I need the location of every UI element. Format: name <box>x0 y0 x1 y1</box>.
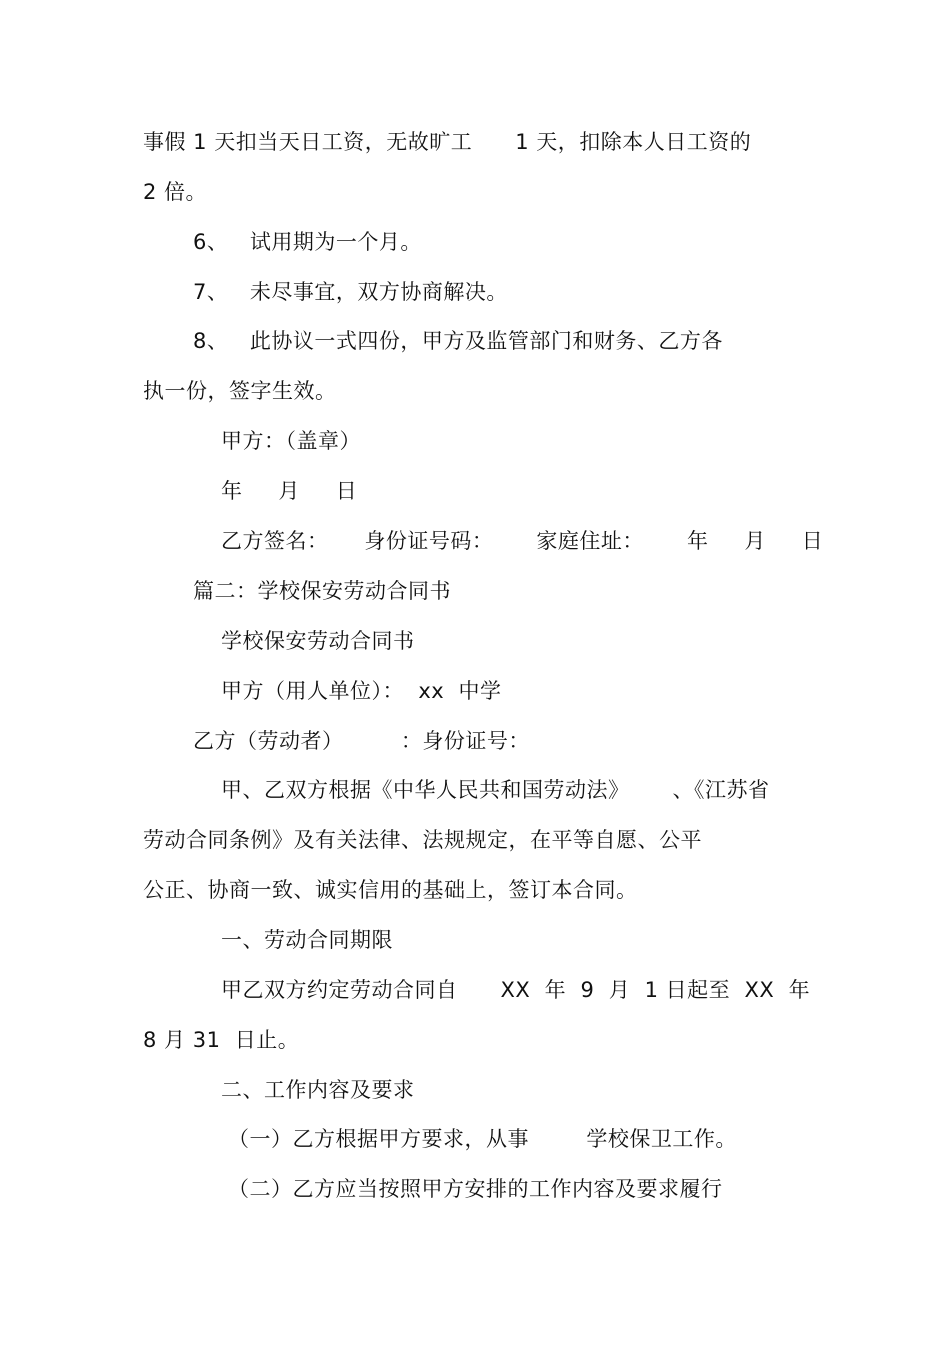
text-line-21: （一）乙方根据甲方要求，从事 学校保卫工作。 <box>228 1127 737 1151</box>
text-line-20: 二、工作内容及要求 <box>221 1078 415 1102</box>
text-line-4: 7、 未尽事宜，双方协商解决。 <box>193 280 508 304</box>
text-line-15: 劳动合同条例》及有关法律、法规规定，在平等自愿、公平 <box>143 828 702 852</box>
text-line-6: 执一份，签字生效。 <box>143 379 337 403</box>
text-line-1: 事假 1 天扣当天日工资，无故旷工 1 天，扣除本人日工资的 <box>143 130 752 154</box>
text-line-16: 公正、协商一致、诚实信用的基础上，签订本合同。 <box>143 878 638 902</box>
text-line-11: 学校保安劳动合同书 <box>221 629 415 653</box>
text-line-22: （二）乙方应当按照甲方安排的工作内容及要求履行 <box>228 1177 723 1201</box>
text-line-2: 2 倍。 <box>143 180 208 204</box>
text-line-7: 甲方：（盖章） <box>221 429 361 453</box>
text-line-9: 乙方签名： 身份证号码： 家庭住址： 年 月 日 <box>221 529 824 553</box>
text-line-3: 6、 试用期为一个月。 <box>193 230 422 254</box>
text-line-10: 篇二：学校保安劳动合同书 <box>193 579 451 603</box>
text-line-13: 乙方（劳动者） ：身份证号： <box>193 729 530 753</box>
text-line-17: 一、劳动合同期限 <box>221 928 393 952</box>
text-line-19: 8 月 31 日止。 <box>143 1028 300 1052</box>
text-line-8: 年 月 日 <box>221 479 358 503</box>
text-line-18: 甲乙双方约定劳动合同自 XX 年 9 月 1 日起至 XX 年 <box>221 978 811 1002</box>
text-line-14: 甲、乙双方根据《中华人民共和国劳动法》 、《江苏省 <box>221 778 770 802</box>
text-line-12: 甲方（用人单位）： xx 中学 <box>221 679 502 703</box>
text-line-5: 8、 此协议一式四份，甲方及监管部门和财务、乙方各 <box>193 329 723 353</box>
